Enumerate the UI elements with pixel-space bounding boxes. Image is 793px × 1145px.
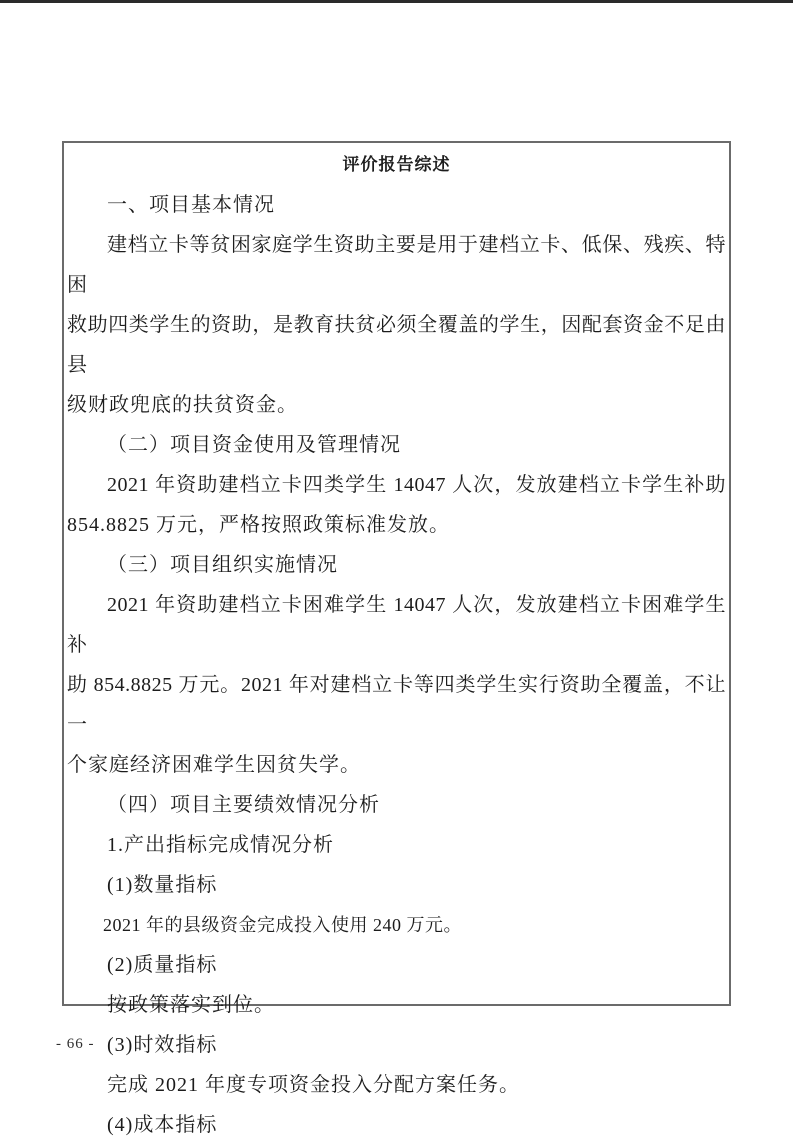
section-heading-4: （四）项目主要绩效情况分析 [107,794,380,816]
paragraph-line: 2021 年资助建档立卡困难学生 14047 人次，发放建档立卡困难学生补 [67,594,726,656]
report-title: 评价报告综述 [342,155,451,174]
indicator-heading-4: (4)成本指标 [107,1114,218,1136]
paragraph-line: 助 854.8825 万元。2021 年对建档立卡等四类学生实行资助全覆盖，不让一 [67,674,726,736]
subsection-heading: 1.产出指标完成情况分析 [107,834,334,856]
paragraph-line: 救助四类学生的资助，是教育扶贫必须全覆盖的学生，因配套资金不足由县 [67,314,726,376]
paragraph-line: 2021 年的县级资金完成投入使用 240 万元。 [103,915,462,935]
indicator-heading-1: (1)数量指标 [107,874,218,896]
indicator-heading-3: (3)时效指标 [107,1034,218,1056]
section-heading-2: （二）项目资金使用及管理情况 [107,434,401,456]
section-heading-1: 一、项目基本情况 [107,194,275,216]
paragraph-line: 建档立卡等贫困家庭学生资助主要是用于建档立卡、低保、残疾、特困 [67,234,726,296]
paragraph-line: 级财政兜底的扶贫资金。 [67,394,298,416]
paragraph-line: 个家庭经济困难学生因贫失学。 [67,754,361,776]
paragraph-line: 854.8825 万元，严格按照政策标准发放。 [67,514,450,536]
paragraph-line: 2021 年资助建档立卡四类学生 14047 人次，发放建档立卡学生补助 [107,474,726,496]
paragraph-line: 按政策落实到位。 [107,994,275,1016]
page-number: - 66 - [56,1036,95,1052]
paragraph-line: 完成 2021 年度专项资金投入分配方案任务。 [107,1074,520,1096]
section-heading-3: （三）项目组织实施情况 [107,554,338,576]
indicator-heading-2: (2)质量指标 [107,954,218,976]
scan-artifact-top-edge [0,0,793,3]
